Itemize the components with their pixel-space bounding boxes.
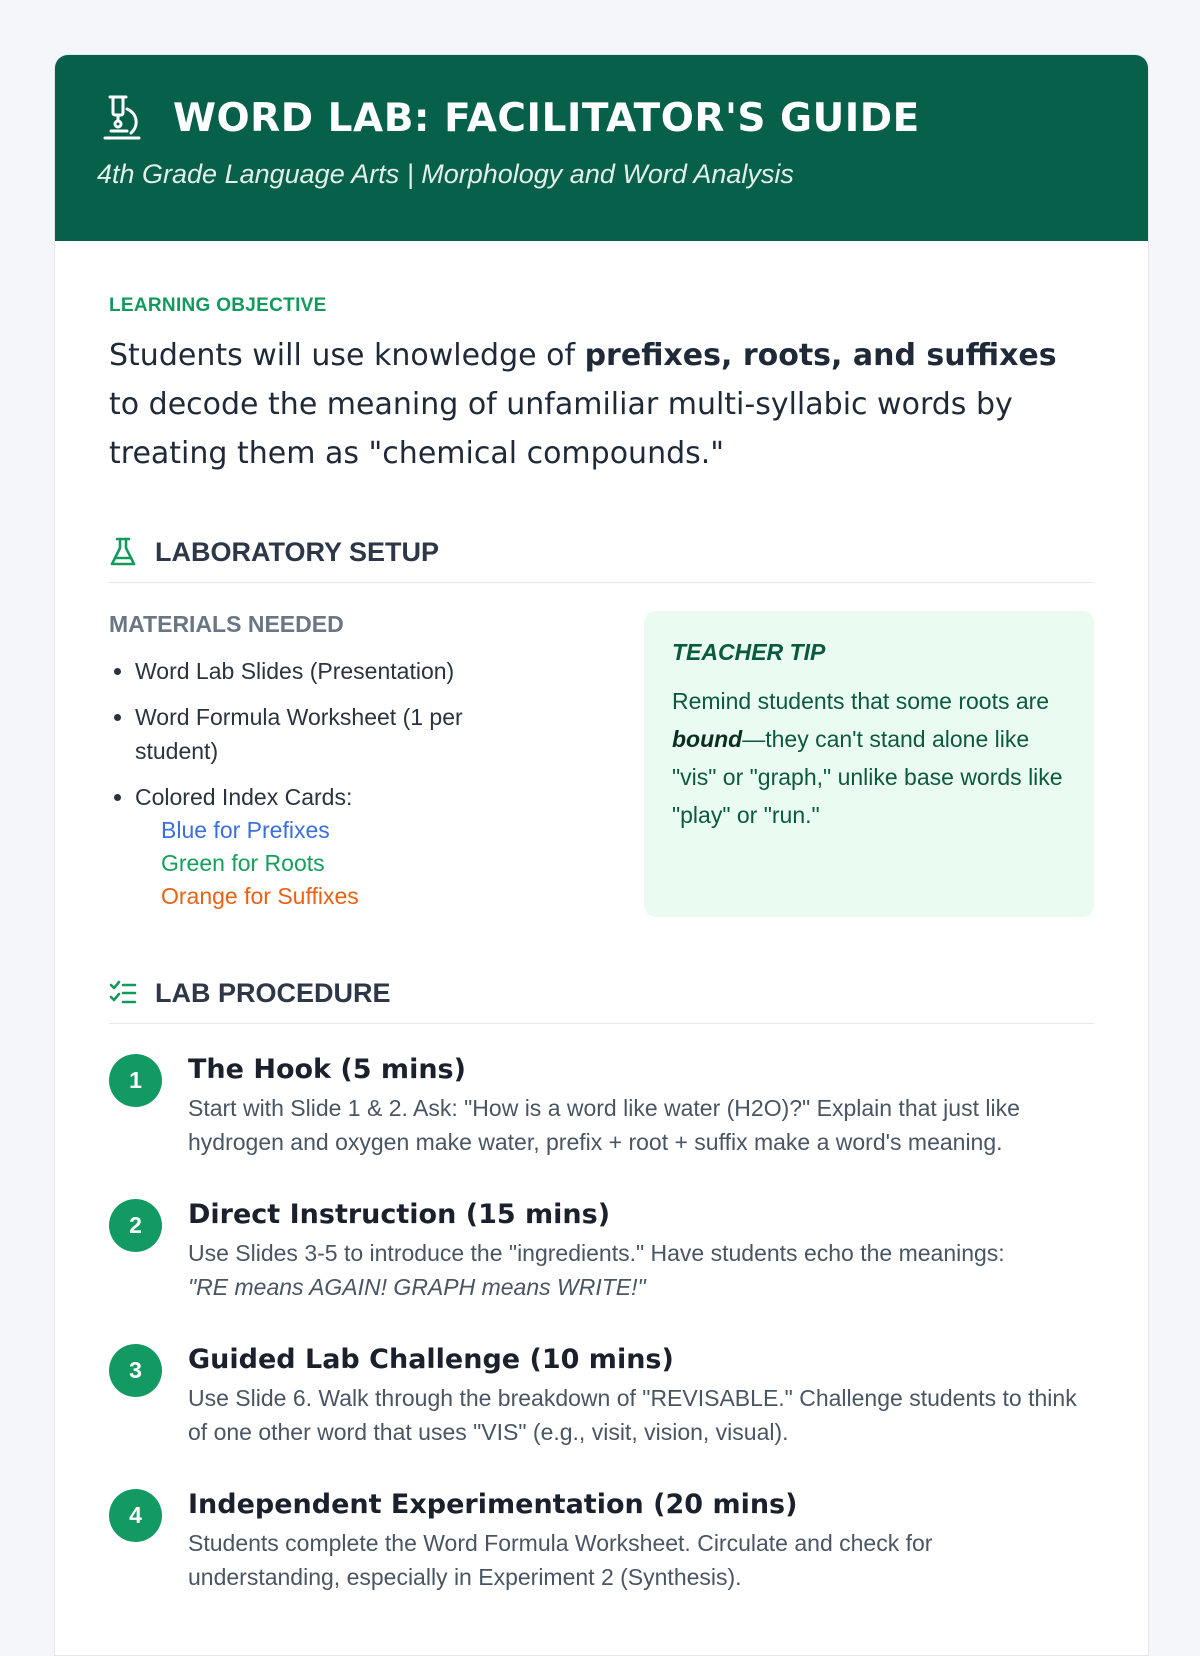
lab-procedure-section — [109, 977, 1094, 1594]
microscope-icon — [97, 93, 147, 143]
laboratory-setup-section — [109, 536, 1094, 925]
materials-panel — [109, 611, 610, 925]
step-description: Students complete the Word Formula Worksheet. Circulate and check for understanding, especially in Experiment 2 (Synthesis). — [188, 1530, 933, 1590]
guide-header — [55, 55, 1148, 241]
step-number-badge: 3 — [109, 1344, 162, 1397]
step-title: The Hook (5 mins) — [188, 1054, 466, 1085]
page-title: WORD LAB: FACILITATOR'S GUIDE — [173, 95, 920, 141]
list-item: • Word Lab Slides (Presentation) — [135, 654, 610, 688]
guide-card — [54, 54, 1149, 1656]
step-title: Guided Lab Challenge (10 mins) — [188, 1344, 674, 1375]
step-number-badge: 4 — [109, 1489, 162, 1542]
materials-label: MATERIALS NEEDED — [109, 611, 344, 637]
setup-title: LABORATORY SETUP — [155, 536, 440, 567]
card-color-blue: Blue for Prefixes — [161, 817, 330, 843]
objective-text: Students will use knowledge of prefixes, roots, and suffixes to decode the meaning of unfamiliar multi-syllabic words by treating them as "chemical compounds." — [109, 338, 1057, 471]
procedure-step — [109, 1489, 1094, 1594]
procedure-step — [109, 1344, 1094, 1449]
procedure-step — [109, 1054, 1094, 1159]
page-subtitle: 4th Grade Language Arts | Morphology and Word Analysis — [97, 159, 794, 189]
materials-list — [109, 654, 610, 913]
step-number-badge: 2 — [109, 1199, 162, 1252]
step-quote: "RE means AGAIN! GRAPH means WRITE!" — [188, 1274, 646, 1300]
step-description: Use Slides 3-5 to introduce the "ingredients." Have students echo the meanings: "RE means AGAIN! GRAPH means WRITE!" — [188, 1240, 1005, 1300]
tip-label: TEACHER TIP — [671, 639, 826, 665]
teacher-tip-box — [644, 611, 1094, 917]
step-title: Independent Experimentation (20 mins) — [188, 1489, 798, 1520]
step-number-badge: 1 — [109, 1054, 162, 1107]
card-color-orange: Orange for Suffixes — [161, 883, 359, 909]
step-title: Direct Instruction (15 mins) — [188, 1199, 611, 1230]
step-description: Use Slide 6. Walk through the breakdown of "REVISABLE." Challenge students to think of one other word that uses "VIS" (e.g., visit, vision, visual). — [188, 1385, 1077, 1445]
tip-text: Remind students that some roots are bound—they can't stand alone like "vis" or "graph," unlike base words like "play" or "run." — [671, 688, 1063, 828]
procedure-step — [109, 1199, 1094, 1304]
procedure-title: LAB PROCEDURE — [155, 977, 391, 1008]
step-description: Start with Slide 1 & 2. Ask: "How is a word like water (H2O)?" Explain that just like hydrogen and oxygen make water, prefix + root + suffix make a word's meaning. — [188, 1095, 1020, 1155]
list-item: • Colored Index Cards: Blue for Prefixes Green for Roots Orange for Suffixes — [135, 780, 610, 913]
card-color-green: Green for Roots — [161, 850, 325, 876]
list-item: • Word Formula Worksheet (1 per student) — [135, 700, 505, 768]
objective-label: LEARNING OBJECTIVE — [109, 295, 327, 316]
checklist-icon — [109, 977, 137, 1009]
flask-icon — [109, 536, 137, 568]
